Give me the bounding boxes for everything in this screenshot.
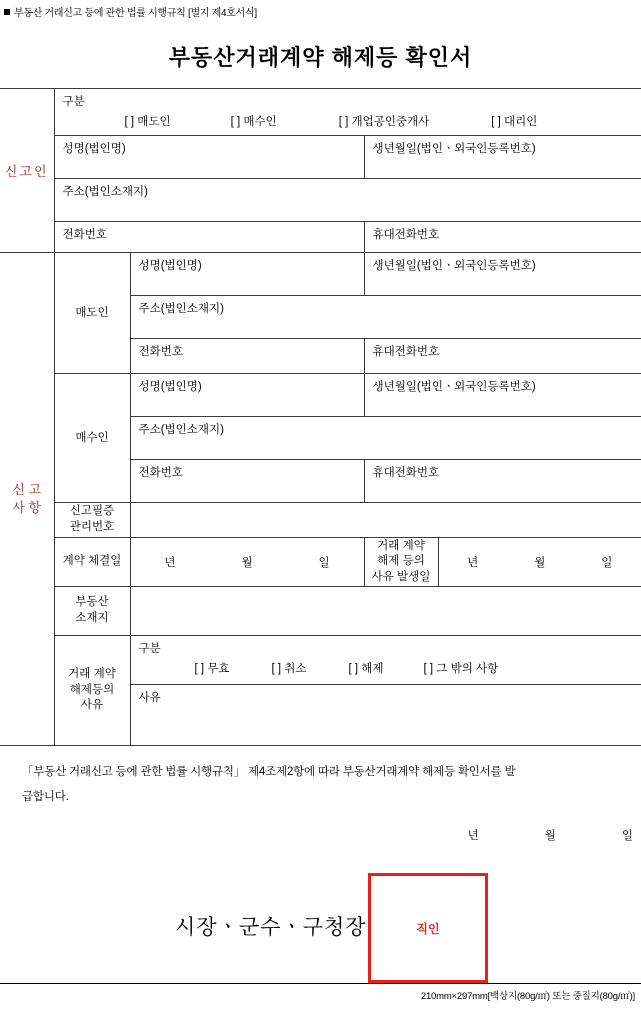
label-report-number xyxy=(54,503,130,538)
form-header-note-text: 부동산 거래신고 등에 관한 법률 시행규칙 [별지 제4호서식] xyxy=(14,8,257,19)
label-seller: 매도인 xyxy=(54,253,130,374)
declarant-phone-label: 전화번호 xyxy=(62,229,107,241)
label-property-location-line1: 부동산 xyxy=(75,596,109,609)
declarant-name-value xyxy=(55,163,364,168)
cancel-reason-date-value xyxy=(439,538,641,586)
contract-date-month: 월 xyxy=(241,557,253,569)
seal-box[interactable] xyxy=(368,873,488,983)
bullet-square-icon xyxy=(4,9,10,15)
seller-name-cell[interactable] xyxy=(130,253,364,296)
table-row xyxy=(0,503,641,538)
contract-date-day: 일 xyxy=(318,557,330,569)
footer-divider xyxy=(0,983,641,984)
issue-date-day: 일 xyxy=(621,829,633,842)
table-row xyxy=(0,538,641,587)
declarant-address-value xyxy=(55,206,641,211)
seller-mobile-cell[interactable] xyxy=(364,339,641,374)
property-location-value xyxy=(131,587,641,597)
label-cancel-reason xyxy=(54,636,130,746)
label-property-location-line2: 소재지 xyxy=(75,612,109,624)
seller-name-label: 성명(법인명) xyxy=(138,260,202,272)
declarant-mobile-label: 휴대전화번호 xyxy=(372,229,440,241)
buyer-address-label: 주소(법인소재지) xyxy=(138,424,224,436)
form-header-note xyxy=(0,0,641,19)
declarant-option-buyer[interactable]: [ ] 매수인 xyxy=(230,116,277,128)
declarant-birth-label: 생년월일(법인ㆍ외국인등록번호) xyxy=(372,143,536,155)
cancel-options xyxy=(131,658,641,682)
label-cancel-reason-date-line1: 거래 계약 xyxy=(377,539,425,552)
seller-phone-label: 전화번호 xyxy=(138,346,183,358)
contract-date-cell[interactable] xyxy=(130,538,364,587)
cancel-gubun-cell xyxy=(130,636,641,685)
seller-birth-cell[interactable] xyxy=(364,253,641,296)
cancel-option-revoke[interactable]: [ ] 취소 xyxy=(271,663,307,675)
table-row xyxy=(0,374,641,417)
table-row xyxy=(0,89,641,136)
issue-date xyxy=(0,811,641,843)
declarant-gubun-label: 구분 xyxy=(62,96,85,108)
declarant-gubun-cell xyxy=(54,89,641,136)
declarant-birth-cell[interactable] xyxy=(364,136,641,179)
main-form-table xyxy=(0,88,641,746)
declarant-option-agent[interactable]: [ ] 대리인 xyxy=(491,116,538,128)
cancel-reason-label: 사유 xyxy=(138,692,161,704)
issue-date-year: 년 xyxy=(467,829,479,842)
cancel-date-year: 년 xyxy=(467,557,479,569)
label-declaration-matters-line2: 사 항 xyxy=(12,500,42,515)
declarant-mobile-cell[interactable] xyxy=(364,222,641,253)
buyer-name-cell[interactable] xyxy=(130,374,364,417)
table-row xyxy=(0,587,641,636)
issue-date-month: 월 xyxy=(544,829,556,842)
label-declaration-matters-line1: 신 고 xyxy=(12,482,42,498)
property-location-cell[interactable] xyxy=(130,587,641,636)
table-row xyxy=(0,179,641,222)
buyer-address-cell[interactable] xyxy=(130,417,641,460)
declarant-name-cell[interactable] xyxy=(54,136,364,179)
declarant-option-broker[interactable]: [ ] 개업공인중개사 xyxy=(338,116,430,128)
legal-statement-line2: 급합니다. xyxy=(22,791,69,804)
cancel-reason-text-cell[interactable] xyxy=(130,685,641,746)
declarant-address-label: 주소(법인소재지) xyxy=(62,186,148,198)
table-row xyxy=(0,636,641,685)
contract-date-year: 년 xyxy=(164,557,176,569)
label-contract-date: 계약 체결일 xyxy=(54,538,130,587)
cancel-option-void[interactable]: [ ] 무효 xyxy=(194,663,230,675)
buyer-birth-cell[interactable] xyxy=(364,374,641,417)
issuing-authority: 시장ㆍ군수ㆍ구청장 xyxy=(175,915,367,939)
seller-address-label: 주소(법인소재지) xyxy=(138,303,224,315)
buyer-birth-label: 생년월일(법인ㆍ외국인등록번호) xyxy=(372,381,536,393)
cancel-gubun-label: 구분 xyxy=(138,643,161,655)
legal-statement-line1: 「부동산 거래신고 등에 관한 법률 시행규칙」 제4조제2항에 따라 부동산거래계약 해제등 확인서를 발 xyxy=(22,766,516,778)
signature-area xyxy=(0,853,641,1003)
paper-spec-note: 210mm×297mm[백상지(80g/㎡) 또는 중질지(80g/㎡)] xyxy=(420,991,635,1002)
cancel-option-other[interactable]: [ ] 그 밖의 사항 xyxy=(423,663,499,675)
label-cancel-reason-line2: 해제등의 xyxy=(69,683,115,696)
buyer-phone-label: 전화번호 xyxy=(138,467,183,479)
cancel-date-day: 일 xyxy=(601,557,613,569)
table-row xyxy=(0,253,641,296)
seller-address-cell[interactable] xyxy=(130,296,641,339)
declarant-options xyxy=(55,111,641,135)
declarant-option-seller[interactable]: [ ] 매도인 xyxy=(124,116,171,128)
seller-birth-label: 생년월일(법인ㆍ외국인등록번호) xyxy=(372,260,536,272)
label-cancel-reason-date-line2: 해제 등의 xyxy=(377,555,425,568)
label-report-number-line1: 신고필증 xyxy=(69,505,115,518)
label-declaration-matters xyxy=(0,253,54,746)
label-report-number-line2: 관리번호 xyxy=(69,521,115,533)
label-buyer: 매수인 xyxy=(54,374,130,503)
seal-label: 직인 xyxy=(416,921,440,936)
legal-statement xyxy=(0,746,641,811)
declarant-address-cell[interactable] xyxy=(54,179,641,222)
cancel-option-cancel[interactable]: [ ] 해제 xyxy=(348,663,384,675)
cancel-date-month: 월 xyxy=(534,557,546,569)
seller-phone-cell[interactable] xyxy=(130,339,364,374)
label-property-location xyxy=(54,587,130,636)
buyer-name-label: 성명(법인명) xyxy=(138,381,202,393)
report-number-value xyxy=(131,503,641,513)
label-cancel-reason-date-line3: 사유 발생일 xyxy=(371,570,431,583)
declarant-birth-value xyxy=(365,163,641,168)
cancel-reason-value xyxy=(131,712,641,717)
label-cancel-reason-line1: 거래 계약 xyxy=(68,668,116,681)
report-number-cell[interactable] xyxy=(130,503,641,538)
declarant-name-label: 성명(법인명) xyxy=(62,143,126,155)
label-cancel-reason-line3: 사유 xyxy=(80,699,104,712)
contract-date-value xyxy=(131,538,364,586)
declarant-phone-cell[interactable] xyxy=(54,222,364,253)
label-cancel-reason-date xyxy=(364,538,438,587)
buyer-mobile-label: 휴대전화번호 xyxy=(372,467,440,479)
buyer-mobile-cell[interactable] xyxy=(364,460,641,503)
table-row xyxy=(0,136,641,179)
seller-mobile-label: 휴대전화번호 xyxy=(372,346,440,358)
label-declarant: 신고인 xyxy=(0,89,54,253)
cancel-reason-date-cell[interactable] xyxy=(438,538,641,587)
table-row xyxy=(0,222,641,253)
page-title: 부동산거래계약 해제등 확인서 xyxy=(168,45,473,70)
buyer-phone-cell[interactable] xyxy=(130,460,364,503)
